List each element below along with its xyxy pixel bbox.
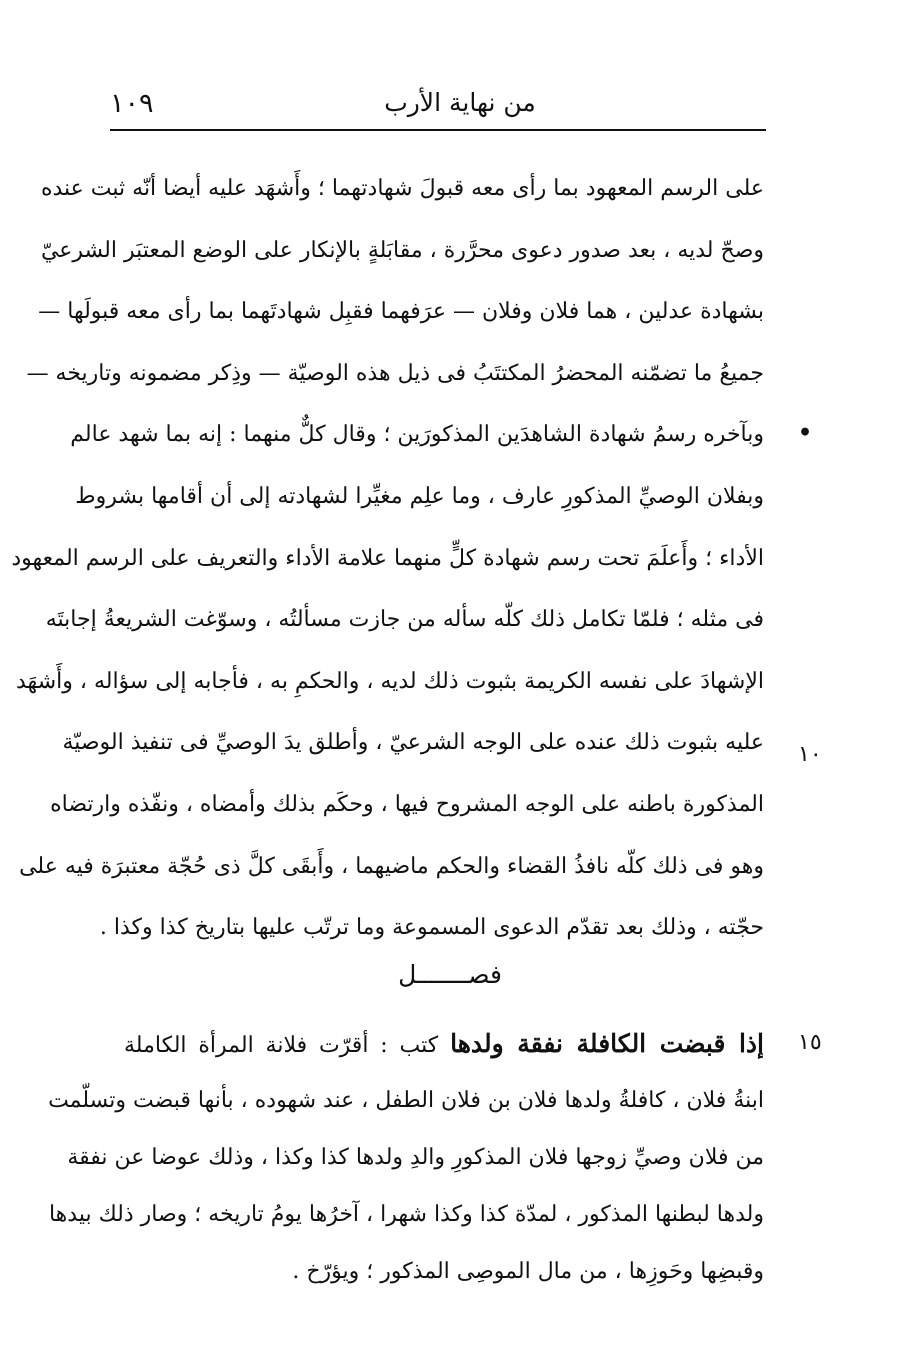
text-line [124,1015,764,1072]
text-line: وبآخره رسمُ شهادة الشاهدَين المذكورَين ؛ وقال كلٌّ منهما : إنه بما شهد عالم [70,422,764,448]
text-line: الأداء ؛ وأَعلَمَ تحت رسم شهادة كلٍّ منهما علامة الأداء والتعريف على الرسم المعهود [11,545,764,571]
line-marker-5: • [798,420,813,446]
page-number: ١٠٩ [110,88,154,119]
page-header [110,84,770,130]
paragraph-1 [11,158,764,959]
text-line: ولدها لبطنها المذكور ، لمدّة كذا وكذا شهرا ، آخرُها يومُ تاريخه ؛ وصار ذلك بيدها [48,1202,764,1227]
text-line: بشهادة عدلين ، هما فلان وفلان — عرَفهما فقبِل شهادتَهما بما رأى معه قبولَها — [38,299,764,325]
text-line: حجّته ، وذلك بعد تقدّم الدعوى المسموعة وما ترتّب عليها بتاريخ كذا وكذا . [99,915,764,941]
text-line: وبفلان الوصيِّ المذكورِ عارف ، وما علِم مغيِّرا لشهادته إلى أن أقامها بشروط [75,483,764,509]
text-line: جميعُ ما تضمّنه المحضرُ المكتتَبُ فى ذيل هذه الوصيّة — وذِكر مضمونه وتاريخه — [26,360,764,386]
text-line: عليه بثبوت ذلك عنده على الوجه الشرعيّ ، وأطلق يدَ الوصيِّ فى تنفيذ الوصيّة [62,730,764,756]
opening-words: إذا قبضت الكافلة نفقة ولدها [450,1029,765,1058]
header-rule [110,129,766,131]
line-marker-10: ١٠ [798,742,822,767]
running-title: من نهاية الأرب [384,88,536,117]
section-heading: فصـــــــل [398,960,502,989]
text-line: المذكورة باطنه على الوجه المشروح فيها ، وحكَم بذلك وأمضاه ، ونفّذه وارتضاه [50,791,764,817]
text-line: من فلان وصيِّ زوجها فلان المذكورِ والدِ ولدها كذا وكذا ، وذلك عوضا عن نفقة [67,1145,764,1170]
text-line: على الرسم المعهود بما رأى معه قبولَ شهادتهما ؛ وأَشهَد عليه أيضا أنّه ثبت عنده [40,176,764,201]
text-line: فى مثله ؛ فلمّا تكامل ذلك كلّه سأله من جازت مسألتُه ، وسوّغت الشريعةُ إجابتَه [45,607,764,633]
text-line: ابنةُ فلان ، كافلةُ ولدها فلان بن فلان الطفل ، عند شهوده ، بأنها قبضت وتسلّمت [48,1088,764,1113]
paragraph-2 [48,1015,765,1300]
text-line: وهو فى ذلك كلّه نافذُ القضاء والحكم ماضيهما ، وأَبقَى كلَّ ذى حُجّة معتبرَة فيه على [19,853,764,879]
first-line-rest: كتب : أقرّت فلانة المرأة الكاملة [124,1033,451,1058]
text-line: الإشهادَ على نفسه الكريمة بثبوت ذلك لديه ، والحكمِ به ، فأجابه إلى سؤاله ، وأَشهَد [16,668,764,694]
text-line: وقبضِها وحَوزِها ، من مال الموصِى المذكور ؛ ويؤرّخ . [292,1259,764,1284]
line-marker-15: ١٥ [798,1030,822,1055]
text-line: وصحّ لديه ، بعد صدور دعوى محرَّرة ، مقابَلةٍ بالإنكار على الوضع المعتبَر الشرعيّ [40,237,764,263]
